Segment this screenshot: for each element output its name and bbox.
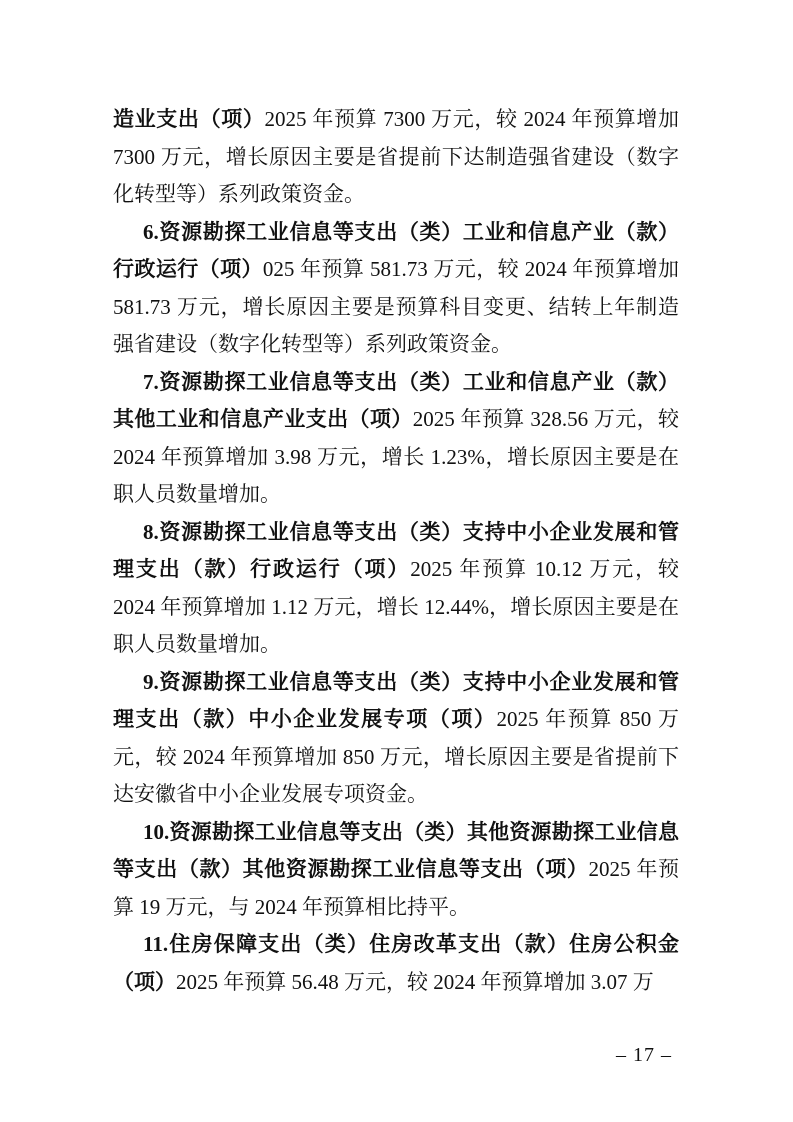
- para-6: [113, 214, 679, 364]
- budget-item-heading: 7.资源勘探工业信息等支出（类）工业和信息产业（款）其他工业和信息产业支出（项）: [113, 369, 679, 431]
- budget-item-text: 2025 年预算 56.48 万元，较 2024 年预算增加 3.07 万: [176, 969, 654, 994]
- para-11: [113, 926, 679, 1001]
- budget-item-heading: 10.资源勘探工业信息等支出（类）其他资源勘探工业信息等支出（款）其他资源勘探工业信息等支出（项）: [113, 819, 679, 881]
- budget-item-heading: 造业支出（项）: [113, 107, 265, 131]
- para-10: [113, 814, 679, 927]
- document-body: [113, 101, 679, 1001]
- budget-item-heading: 9.资源勘探工业信息等支出（类）支持中小企业发展和管理支出（款）中小企业发展专项（项）: [113, 669, 679, 731]
- page-footer: [592, 1019, 672, 1091]
- budget-item-text: 2025 年预算 7300 万元，较 2024 年预算增加 7300 万元，增长原因主要是省提前下达制造强省建设（数字化转型等）系列政策资金。: [113, 107, 680, 206]
- budget-item-heading: 8.资源勘探工业信息等支出（类）支持中小企业发展和管理支出（款）行政运行（项）: [113, 519, 679, 581]
- budget-item-text: 2025 年预算 10.12 万元，较 2024 年预算增加 1.12 万元，增长 12.44%，增长原因主要是在职人员数量增加。: [113, 557, 680, 656]
- para-9: [113, 664, 679, 814]
- budget-item-heading: 6.资源勘探工业信息等支出（类）工业和信息产业（款）行政运行（项）: [113, 219, 679, 281]
- budget-item-heading: 11.住房保障支出（类）住房改革支出（款）住房公积金（项）: [113, 932, 679, 994]
- budget-item-text: 025 年预算 581.73 万元，较 2024 年预算增加 581.73 万元，增长原因主要是预算科目变更、结转上年制造强省建设（数字化转型等）系列政策资金。: [113, 257, 680, 356]
- budget-item-text: 2025 年预算 850 万元，较 2024 年预算增加 850 万元，增长原因主要是省提前下达安徽省中小企业发展专项资金。: [113, 707, 680, 806]
- para-8: [113, 514, 679, 664]
- para-7: [113, 364, 679, 514]
- para-5-continuation: [113, 101, 679, 214]
- budget-item-text: 2025 年预算 328.56 万元，较 2024 年预算增加 3.98 万元，增长 1.23%，增长原因主要是在职人员数量增加。: [113, 407, 680, 506]
- page-number: – 17 –: [616, 1044, 672, 1066]
- budget-item-text: 2025 年预算 19 万元，与 2024 年预算相比持平。: [113, 857, 680, 919]
